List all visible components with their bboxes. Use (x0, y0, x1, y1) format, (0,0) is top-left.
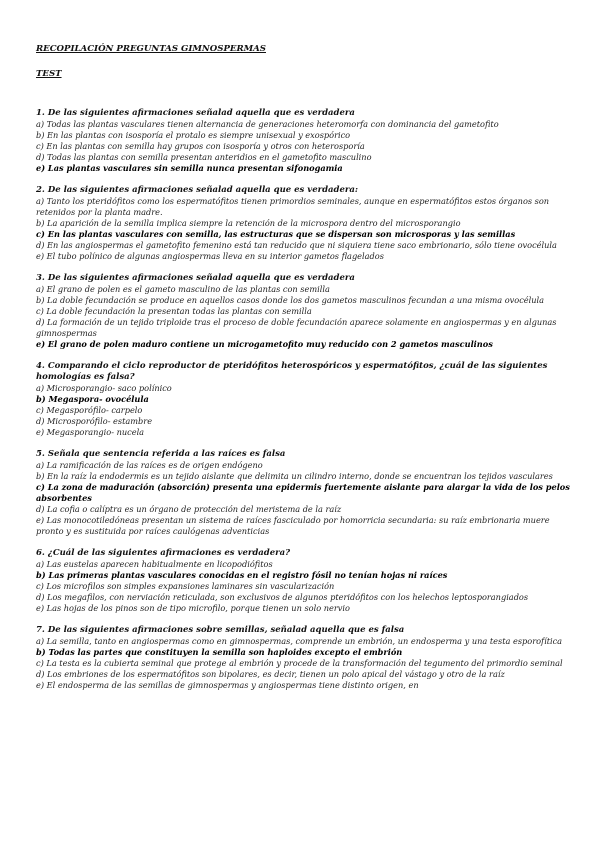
option-a: a) La semilla, tanto en angiospermas como en gimnospermas, comprende un embrión, un endosperma y una testa esporofítica (36, 636, 563, 646)
option-c: c) En las plantas vasculares con semilla, las estructuras que se dispersan son microsporas y las semillas (36, 229, 516, 239)
option-e: e) Las plantas vasculares sin semilla nunca presentan sifonogamia (36, 163, 343, 173)
option-e: e) El endosperma de las semillas de gimnospermas y angiospermas tiene distinto origen, en (36, 680, 419, 690)
option-e: e) El grano de polen maduro contiene un microgametofito muy reducido con 2 gametos masculinos (36, 339, 493, 349)
question-3 (36, 273, 576, 350)
option-d: d) Los embriones de los espermatófitos son bipolares, es decir, tienen un polo apical del vástago y otro de la raíz (36, 669, 505, 679)
option-a: a) Microsporangio- saco polínico (36, 383, 172, 393)
question-4 (36, 361, 576, 438)
option-e: e) Las monocotiledóneas presentan un sistema de raíces fasciculado por homorricia secundaria: su raíz embrionaria muere pronto y es sustituida por raíces caulógenas adventicias (36, 515, 550, 536)
option-a: a) Las eustelas aparecen habitualmente en licopodiófitos (36, 559, 273, 569)
option-c: c) La doble fecundación la presentan todas las plantas con semilla (36, 306, 312, 316)
question-5 (36, 449, 576, 537)
option-b: b) La doble fecundación se produce en aquellos casos donde los dos gametos masculinos fecundan a una misma ovocélula (36, 295, 545, 305)
option-d: d) En las angiospermas el gametofito femenino está tan reducido que ni siquiera tiene saco embrionario, sólo tiene ovocélula (36, 240, 557, 250)
question-text: 1. De las siguientes afirmaciones señalad aquella que es verdadera (36, 108, 355, 118)
option-c: c) Megasporófilo- carpelo (36, 405, 143, 415)
option-a: a) El grano de polen es el gameto masculino de las plantas con semilla (36, 284, 330, 294)
option-e: e) Las hojas de los pinos son de tipo microfilo, porque tienen un solo nervio (36, 603, 350, 613)
option-a: a) La ramificación de las raíces es de origen endógeno (36, 460, 263, 470)
question-1 (36, 108, 576, 174)
option-b: b) Megaspora- ovocélula (36, 394, 149, 404)
option-c: c) En las plantas con semilla hay grupos con isosporía y otros con heterosporía (36, 141, 365, 151)
question-text: 3. De las siguientes afirmaciones señalad aquella que es verdadera (36, 273, 355, 283)
question-text: 4. Comparando el ciclo reproductor de pteridófitos heterospóricos y espermatófitos, ¿cuál de las siguientes homologías es falsa? (36, 361, 548, 382)
question-text: 5. Señala que sentencia referida a las raíces es falsa (36, 449, 286, 459)
question-text: 7. De las siguientes afirmaciones sobre semillas, señalad aquella que es falsa (36, 625, 405, 635)
question-text: 6. ¿Cuál de las siguientes afirmaciones es verdadera? (36, 548, 291, 558)
option-c: c) La testa es la cubierta seminal que protege al embrión y procede de la transformación del tegumento del primordio seminal (36, 658, 563, 668)
option-e: e) El tubo polínico de algunas angiospermas lleva en su interior gametos flagelados (36, 251, 384, 261)
option-d: d) Todas las plantas con semilla presentan anteridios en el gametofito masculino (36, 152, 372, 162)
option-d: d) La formación de un tejido triploide tras el proceso de doble fecundación aparece solamente en angiospermas y en algunas gimnospermas (36, 317, 557, 338)
question-6 (36, 548, 576, 614)
document-title: RECOPILACIÓN PREGUNTAS GIMNOSPERMAS (36, 44, 266, 54)
option-b: b) Todas las partes que constituyen la semilla son haploides excepto el embrión (36, 647, 403, 657)
questions-list (36, 108, 576, 702)
option-d: d) Microsporófilo- estambre (36, 416, 153, 426)
option-b: b) En las plantas con isosporía el protalo es siempre unisexual y exospórico (36, 130, 351, 140)
document-subtitle: TEST (36, 69, 62, 79)
option-a: a) Todas las plantas vasculares tienen alternancia de generaciones heteromorfa con dominancia del gametofito (36, 119, 499, 129)
question-7 (36, 625, 576, 691)
option-d: d) Los megafilos, con nerviación reticulada, son exclusivos de algunos pteridófitos con los helechos leptosporangiados (36, 592, 529, 602)
question-2 (36, 185, 576, 262)
option-a: a) Tanto los pteridófitos como los espermatófitos tienen primordios seminales, aunque en espermatófitos estos órganos son retenidos por la planta madre. (36, 196, 550, 217)
option-e: e) Megasporangio- nucela (36, 427, 145, 437)
question-text: 2. De las siguientes afirmaciones señalad aquella que es verdadera: (36, 185, 359, 195)
option-d: d) La cofia o calíptra es un órgano de protección del meristema de la raíz (36, 504, 342, 514)
option-b: b) En la raíz la endodermis es un tejido aislante que delimita un cilindro interno, donde se encuentran los tejidos vasculares (36, 471, 553, 481)
option-b: b) Las primeras plantas vasculares conocidas en el registro fósil no tenían hojas ni raíces (36, 570, 448, 580)
option-b: b) La aparición de la semilla implica siempre la retención de la microspora dentro del microsporangio (36, 218, 461, 228)
option-c: c) La zona de maduración (absorción) presenta una epidermis fuertemente aislante para alargar la vida de los pelos absorbentes (36, 482, 570, 503)
option-c: c) Los microfilos son simples expansiones laminares sin vascularización (36, 581, 335, 591)
